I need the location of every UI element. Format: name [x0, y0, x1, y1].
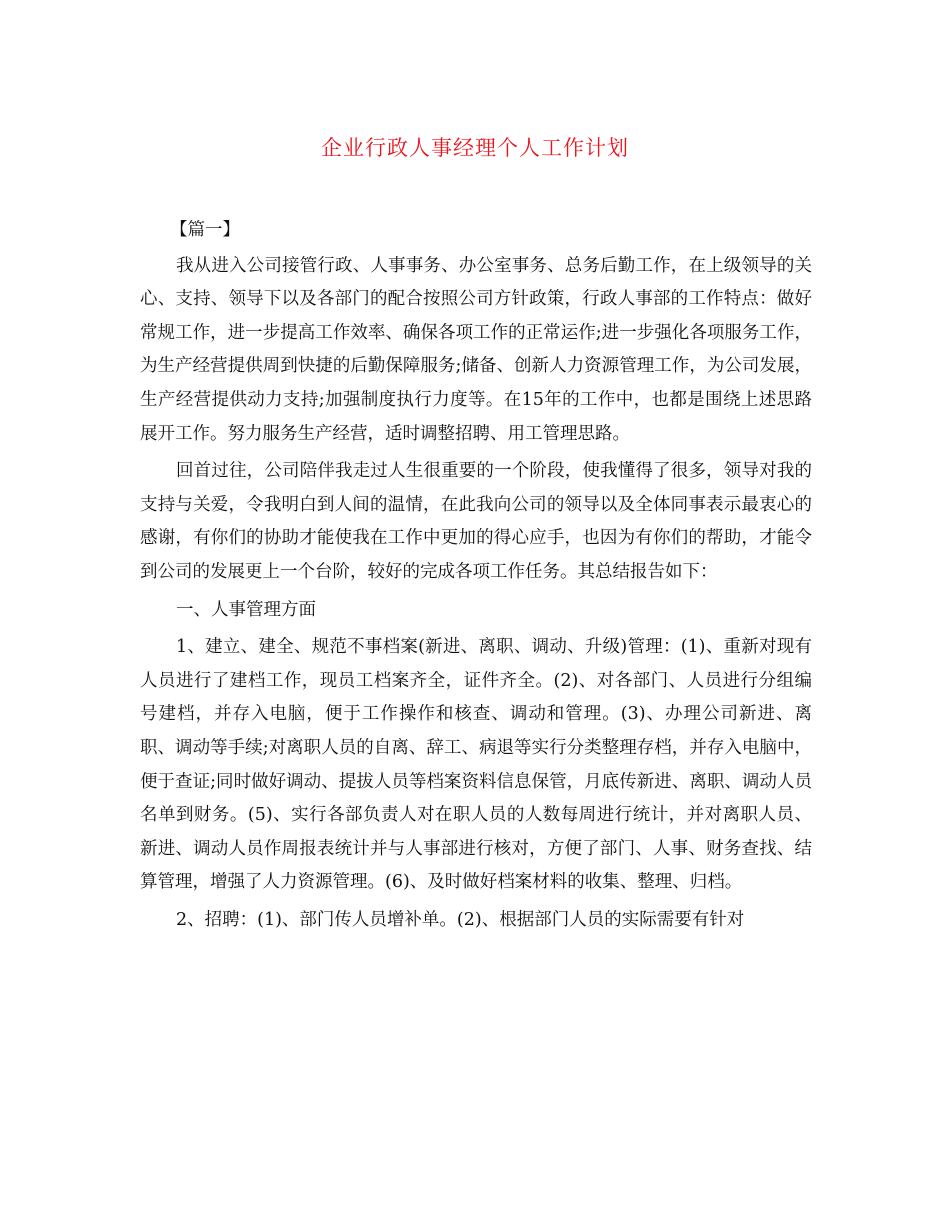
paragraph-recruitment: 2、招聘：(1)、部门传人员增补单。(2)、根据部门人员的实际需要有针对	[176, 909, 745, 930]
section-label: 【篇一】	[170, 220, 240, 240]
heading-personnel-management: 一、人事管理方面	[176, 599, 316, 620]
paragraph-intro: 我从进入公司接管行政、人事事务、办公室事务、总务后勤工作，在上级领导的关心、支持、领导下以及各部门的配合按照公司方针政策，行政人事部的工作特点：做好常规工作，进一步提高工作效率、确保各项工作的正常运作;进一步强化各项服务工作，为生产经营提供周到快捷的后勤保障服务;储备、创新人力资源管理工作，为公司发展，生产经营提供动力支持;加强制度执行力度等。在15年的工作中，也都是围绕上述思路展开工作。努力服务生产经营，适时调整招聘、用工管理思路。	[140, 255, 812, 444]
paragraph-archives: 1、建立、建全、规范不事档案(新进、离职、调动、升级)管理：(1)、重新对现有人员进行了建档工作，现员工档案齐全，证件齐全。(2)、对各部门、人员进行分组编号建档，并存入电脑，便于工作操作和核查、调动和管理。(3)、办理公司新进、离职、调动等手续;对离职人员的自离、辞工、病退等实行分类整理存档，并存入电脑中，便于查证;同时做好调动、提拔人员等档案资料信息保管，月底传新进、离职、调动人员名单到财务。(5)、实行各部负责人对在职人员的人数每周进行统计，并对离职人员、新进、调动人员作周报表统计并与人事部进行核对，方便了部门、人事、财务查找、结算管理，增强了人力资源管理。(6)、及时做好档案材料的收集、整理、归档。	[140, 637, 812, 893]
document-title: 企业行政人事经理个人工作计划	[321, 136, 629, 160]
paragraph-review: 回首过往，公司陪伴我走过人生很重要的一个阶段，使我懂得了很多，领导对我的支持与关爱，令我明白到人间的温情，在此我向公司的领导以及全体同事表示最衷心的感谢，有你们的协助才能使我在工作中更加的得心应手，也因为有你们的帮助，才能令到公司的发展更上一个台阶，较好的完成各项工作任务。其总结报告如下：	[140, 461, 812, 582]
document-body	[140, 214, 812, 941]
